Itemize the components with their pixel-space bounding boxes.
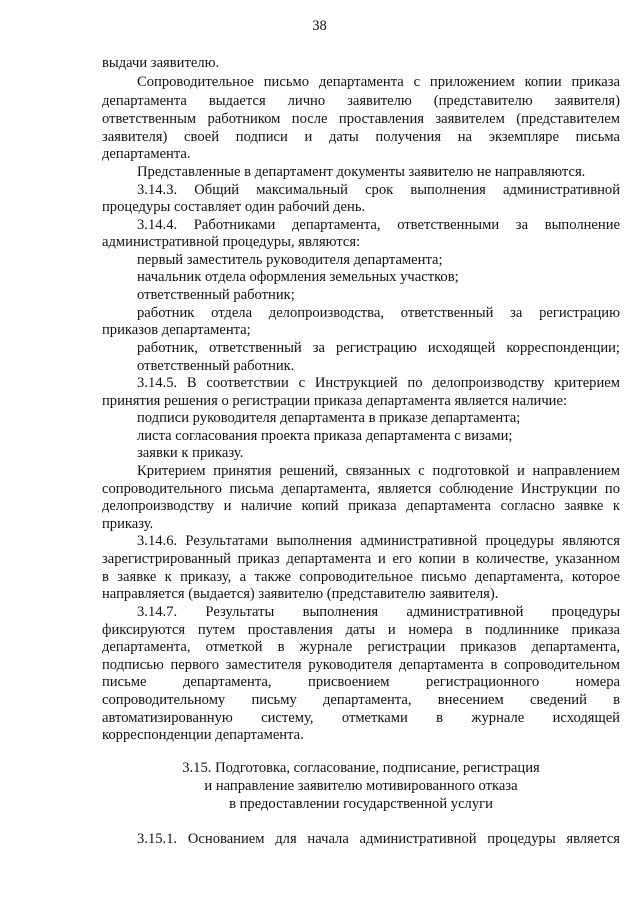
text-line: письме департамента, присвоением регистрационного номера [102,674,620,690]
section-heading-line: 3.15. Подготовка, согласование, подписание, регистрация [182,760,540,776]
text-line: работник отдела делопроизводства, ответственный за регистрацию [137,305,620,321]
text-line: ответственный работник. [137,358,295,374]
text-line: заявителя) своей подписи и даты получения на экземпляре письма [102,129,620,145]
text-line: 3.14.6. Результатами выполнения административной процедуры являются [137,533,620,549]
text-line: 3.15.1. Основанием для начала административной процедуры является [137,831,620,847]
text-line: выдачи заявителю. [102,55,220,71]
text-line: ответственным работником после проставления заявителем (представителем [102,111,620,127]
text-line: Сопроводительное письмо департамента с приложением копии приказа [137,74,620,90]
text-line: Представленные в департамент документы заявителю не направляются. [137,164,586,180]
text-line: делопроизводству и наличие копий приказа департамента согласно заявке к [102,498,620,514]
text-line: корреспонденции департамента. [102,727,304,743]
text-line: Критерием принятия решений, связанных с подготовкой и направлением [137,463,620,479]
text-line: принятия решения о регистрации приказа департамента является наличие: [102,393,568,409]
text-line: сопроводительному письму департамента, внесением сведений в [102,692,620,708]
text-line: процедуры составляет один рабочий день. [102,199,366,215]
text-line: ответственный работник; [137,287,295,303]
text-line: 3.14.3. Общий максимальный срок выполнения административной [137,182,620,198]
page-number: 38 [312,18,327,34]
text-line: 3.14.4. Работниками департамента, ответственными за выполнение [137,217,620,233]
text-line: начальник отдела оформления земельных участков; [137,269,459,285]
text-line: 3.14.7. Результаты выполнения административной процедуры [137,604,620,620]
text-line: департамента. [102,146,191,162]
text-line: департамента выдается лично заявителю (представителю заявителя) [102,93,620,109]
text-line: работник, ответственный за регистрацию исходящей корреспонденции; [137,340,620,356]
text-line: приказов департамента; [102,322,251,338]
text-line: в заявке к приказу, а также сопроводительное письмо департамента, которое [102,569,620,585]
section-heading-line: в предоставлении государственной услуги [229,796,493,812]
text-line: фиксируются путем проставления даты и номера в подлиннике приказа [102,622,620,638]
section-heading-line: и направление заявителю мотивированного отказа [204,778,518,794]
text-line: автоматизированную систему, отметками в журнале исходящей [102,710,620,726]
text-line: подписи руководителя департамента в приказе департамента; [137,410,521,426]
text-line: административной процедуры, являются: [102,234,361,250]
text-line: заявки к приказу. [137,445,244,461]
text-line: зарегистрированный приказ департамента и его копии в количестве, указанном [102,551,620,567]
text-line: департамента, отметкой в журнале регистрации приказов департамента, [102,639,620,655]
text-line: направляется (выдается) заявителю (представителю заявителя). [102,586,499,602]
text-line: первый заместитель руководителя департамента; [137,252,443,268]
text-line: листа согласования проекта приказа департамента с визами; [137,428,513,444]
text-line: подписью первого заместителя руководителя департамента в сопроводительном [102,657,620,673]
text-line: 3.14.5. В соответствии с Инструкцией по делопроизводству критерием [137,375,620,391]
text-line: сопроводительного письма департамента, является соблюдение Инструкции по [102,481,620,497]
text-line: приказу. [102,516,154,532]
